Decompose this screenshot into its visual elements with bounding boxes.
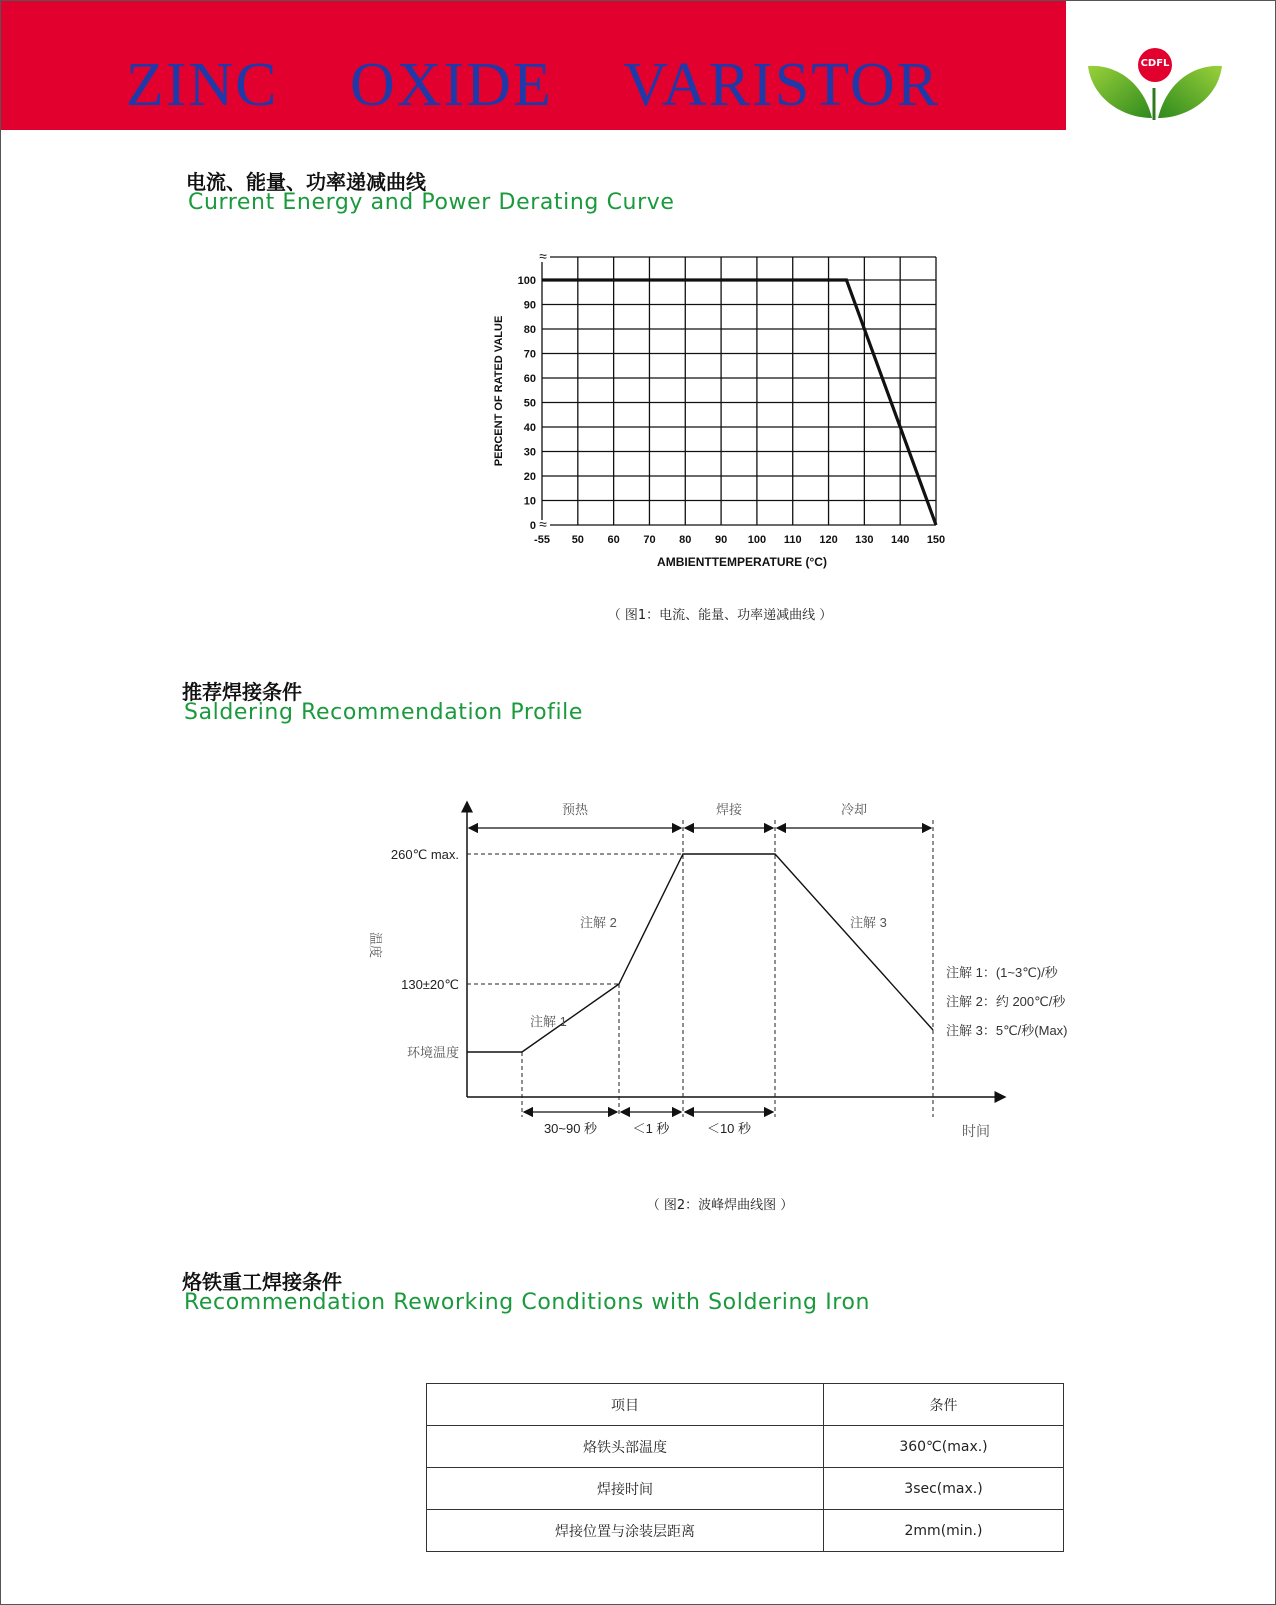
table-cell: 3sec(max.) [824,1468,1064,1510]
x-tick-label: 130 [855,534,874,546]
x-tick-label: 70 [643,534,656,546]
y-tick-label: 10 [523,495,536,508]
y-tick-label: 30 [523,446,536,459]
section1-title-cn: 电流、能量、功率递减曲线 [186,170,426,194]
y-tick-label: 80 [523,324,536,336]
figure1-caption: （ 图1：电流、能量、功率递减曲线 ） [607,608,833,623]
x-tick-label: 60 [607,534,620,546]
interval-label: ＜1 秒 [632,1121,670,1136]
table-row [427,1468,1064,1510]
solder-profile-chart [340,790,1100,1150]
y-tick-label: 40 [523,422,536,434]
phase-label: 冷却 [840,802,868,817]
x-tick-label: 90 [714,534,728,546]
section2-title-cn: 推荐焊接条件 [182,680,302,704]
table-cell: 360℃(max.) [824,1426,1064,1468]
x-axis-title: AMBIENTTEMPERATURE (°C) [657,555,827,569]
axis-break-symbol: ≈ [539,516,547,532]
x-tick-label: 110 [783,534,802,546]
derating-chart [480,240,960,570]
y-level-label: 环境温度 [406,1045,459,1060]
x-tick-label: 50 [571,534,584,546]
y-tick-label: 90 [523,299,536,312]
section3-title-en: Recommendation Reworking Conditions with Soldering Iron [184,1290,871,1315]
note-text: 注解 2：约 200℃/秒 [946,994,1066,1009]
note-text: 注解 3：5℃/秒(Max) [946,1023,1068,1038]
x-tick-label: 80 [679,534,692,546]
rework-conditions-table [426,1383,1064,1552]
section2-title-en: Saldering Recommendation Profile [184,700,584,725]
curve-annotation: 注解 1 [530,1014,567,1029]
section1-title-en: Current Energy and Power Derating Curve [188,190,675,215]
table-header-condition: 条件 [824,1384,1064,1426]
x-tick-label: 150 [926,534,946,546]
x-tick-label: -55 [534,534,550,546]
table-cell: 焊接位置与涂装层距离 [427,1510,824,1552]
y-tick-label: 70 [523,348,536,361]
y-tick-label: 60 [523,373,536,385]
interval-label: 30~90 秒 [543,1121,598,1136]
x-tick-label: 100 [747,534,767,546]
y-tick-label: 100 [517,275,536,287]
table-header-row [427,1384,1064,1426]
interval-label: ＜10 秒 [706,1121,752,1136]
table-cell: 烙铁头部温度 [427,1426,824,1468]
figure2-caption: （ 图2：波峰焊曲线图 ） [646,1198,794,1213]
page-title: ZINC OXIDE VARISTOR [125,51,941,119]
y-level-label: 260℃ max. [390,847,459,862]
phase-label: 焊接 [715,802,743,817]
x-tick-label: 140 [891,534,910,546]
table-header-item: 项目 [427,1384,824,1426]
curve-annotation: 注解 2 [580,915,617,930]
y-tick-label: 50 [523,397,536,410]
x-tick-label: 120 [819,534,838,546]
table-cell: 2mm(min.) [824,1510,1064,1552]
y-tick-label: 20 [523,471,536,483]
table-row [427,1426,1064,1468]
x-axis-title: 时间 [962,1123,990,1139]
y-tick-label: 0 [529,520,536,532]
y-axis-title: PERCENT OF RATED VALUE [493,315,505,467]
section3-title-cn: 烙铁重工焊接条件 [182,1270,342,1294]
note-text: 注解 1：(1~3℃)/秒 [946,965,1058,980]
curve-annotation: 注解 3 [850,915,887,930]
y-axis-title: 温度 [368,931,383,959]
table-row [427,1510,1064,1552]
table-cell: 焊接时间 [427,1468,824,1510]
phase-label: 预热 [561,802,589,817]
logo-text: CDFL [1140,58,1170,69]
leaf-logo-icon [1082,38,1228,128]
y-level-label: 130±20℃ [401,977,459,992]
axis-break-symbol: ≈ [539,248,547,264]
